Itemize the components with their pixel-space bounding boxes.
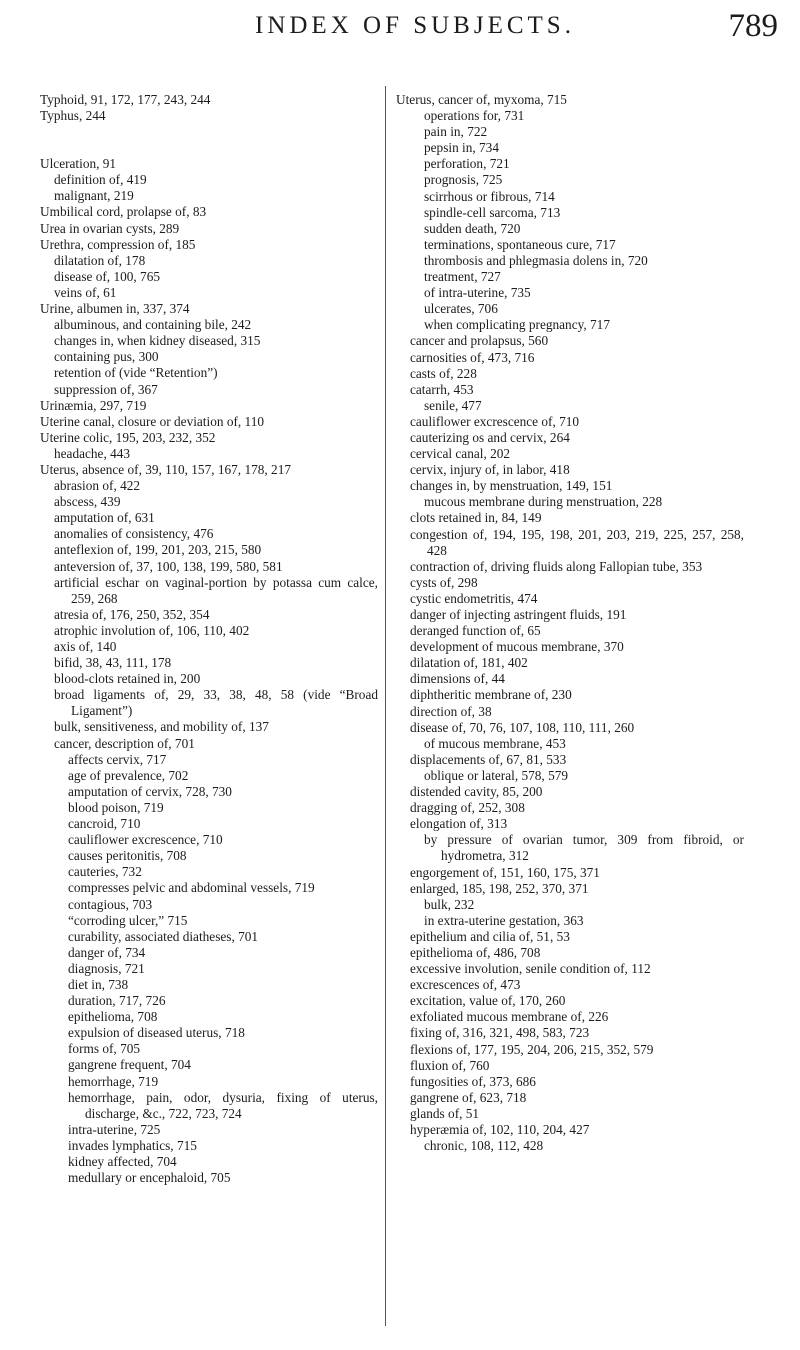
index-entry: diagnosis, 721 [68,960,145,976]
index-entry: senile, 477 [424,397,482,413]
index-entry: epithelium and cilia of, 51, 53 [410,928,570,944]
index-entry: clots retained in, 84, 149 [410,510,542,526]
index-entry: gangrene of, 623, 718 [410,1089,527,1105]
index-entry: kidney affected, 704 [68,1154,177,1169]
index-entry: bulk, sensitiveness, and mobility of, 137 [54,719,269,735]
section-gap [40,124,378,156]
index-entry: excrescences of, 473 [410,977,521,993]
index-entry: cancroid, 710 [68,816,141,832]
index-entry: dilatation of, 181, 402 [410,655,528,671]
index-entry: expulsion of diseased uterus, 718 [68,1025,245,1041]
index-entry: Urinæmia, 297, 719 [40,397,147,413]
index-entry: cauliflower excrescence of, 710 [410,413,580,429]
index-entry: hemorrhage, 719 [68,1073,159,1089]
index-entry: gangrene frequent, 704 [68,1057,191,1073]
index-entry: anteversion of, 37, 100, 138, 199, 580, 581 [54,558,283,574]
index-entry: cervical canal, 202 [410,446,511,462]
index-entry: glands of, 51 [410,1105,480,1121]
index-entry: treatment, 727 [424,269,501,285]
index-entry: Typhus, 244 [40,108,106,124]
index-entry: curability, associated diatheses, 701 [68,928,259,944]
index-entry: anteflexion of, 199, 201, 203, 215, 580 [54,542,262,558]
index-entry: hemorrhage, pain, odor, dysuria, fixing of uterus, discharge, &c., 722, 723, 724 [68,1089,378,1121]
index-entry: medullary or encephaloid, 705 [68,1170,231,1186]
index-entry: cysts of, 298 [410,574,478,590]
index-entry: thrombosis and phlegmasia dolens in, 720 [424,252,648,268]
index-entry: direction of, 38 [410,703,492,719]
index-entry: amputation of cervix, 728, 730 [68,783,232,799]
running-title: INDEX OF SUBJECTS. [255,12,575,39]
index-entry: scirrhous or fibrous, 714 [424,188,555,204]
column-divider [385,86,386,1326]
index-entry: disease of, 70, 76, 107, 108, 110, 111, 260 [410,719,635,735]
index-entry: epithelioma, 708 [68,1009,158,1025]
index-entry: excessive involution, senile condition of, 112 [410,961,651,977]
index-entry: age of prevalence, 702 [68,767,189,783]
index-entry: in extra-uterine gestation, 363 [424,912,584,928]
index-entry: causes peritonitis, 708 [68,848,187,864]
index-entry: definition of, 419 [54,172,147,188]
index-entry: headache, 443 [54,445,131,461]
index-entry: cystic endometritis, 474 [410,590,538,606]
index-column-left [40,92,378,1186]
index-entry: terminations, spontaneous cure, 717 [424,236,616,252]
index-entry: Urethra, compression of, 185 [40,236,196,252]
index-entry: abrasion of, 422 [54,478,141,494]
index-entry: broad ligaments of, 29, 33, 38, 48, 58 (vide “Broad Ligament”) [54,687,378,719]
index-entry: chronic, 108, 112, 428 [424,1138,544,1154]
index-entry: spindle-cell sarcoma, 713 [424,204,561,220]
index-entry: forms of, 705 [68,1041,141,1057]
index-column-right [396,92,744,1154]
index-entry: diphtheritic membrane of, 230 [410,687,572,703]
index-entry: fungosities of, 373, 686 [410,1073,536,1089]
index-entry: Uterine canal, closure or deviation of, 110 [40,413,264,429]
index-entry: dragging of, 252, 308 [410,800,525,816]
index-entry: prognosis, 725 [424,172,503,188]
index-entry: abscess, 439 [54,494,121,510]
index-entry: mucous membrane during menstruation, 228 [424,494,663,510]
index-entry: dilatation of, 178 [54,252,146,268]
index-entry: dimensions of, 44 [410,671,505,687]
index-entry: of mucous membrane, 453 [424,735,566,751]
index-entry: artificial eschar on vaginal-portion by potassa cum calce, 259, 268 [54,574,378,606]
index-entry: invades lymphatics, 715 [68,1137,197,1153]
index-entry: blood-clots retained in, 200 [54,671,201,687]
index-entry: fixing of, 316, 321, 498, 583, 723 [410,1025,590,1041]
index-entry: bulk, 232 [424,896,475,912]
index-entry: Umbilical cord, prolapse of, 83 [40,204,207,220]
index-entry: engorgement of, 151, 160, 175, 371 [410,864,600,880]
index-entry: catarrh, 453 [410,381,474,397]
index-entry: malignant, 219 [54,188,134,204]
index-entry: development of mucous membrane, 370 [410,639,624,655]
index-entry: of intra-uterine, 735 [424,285,531,301]
index-entry: containing pus, 300 [54,349,159,365]
index-entry: amputation of, 631 [54,510,155,526]
index-entry: deranged function of, 65 [410,623,541,639]
index-entry: compresses pelvic and abdominal vessels, 719 [68,880,315,896]
index-entry: axis of, 140 [54,639,117,654]
index-entry: flexions of, 177, 195, 204, 206, 215, 352, 579 [410,1041,654,1057]
index-entry: suppression of, 367 [54,381,158,397]
index-entry: Typhoid, 91, 172, 177, 243, 244 [40,92,211,107]
index-entry: Uterus, absence of, 39, 110, 157, 167, 178, 217 [40,461,291,477]
page-header [40,8,780,52]
index-entry: epithelioma of, 486, 708 [410,944,541,960]
page-number: 789 [728,8,778,44]
index-entry: carnosities of, 473, 716 [410,349,535,365]
index-entry: elongation of, 313 [410,816,508,832]
index-entry: pepsin in, 734 [424,140,499,156]
index-entry: distended cavity, 85, 200 [410,784,543,800]
index-entry: enlarged, 185, 198, 252, 370, 371 [410,880,589,896]
index-entry: cervix, injury of, in labor, 418 [410,462,570,478]
index-entry: Urine, albumen in, 337, 374 [40,301,190,317]
index-entry: sudden death, 720 [424,220,521,236]
index-entry: operations for, 731 [424,108,525,124]
index-entry: danger of injecting astringent fluids, 191 [410,607,627,622]
index-entry: disease of, 100, 765 [54,268,160,284]
index-entry: anomalies of consistency, 476 [54,526,214,542]
index-entry: changes in, when kidney diseased, 315 [54,333,261,349]
index-entry: by pressure of ovarian tumor, 309 from fibroid, or hydrometra, 312 [424,832,744,864]
index-entry: atrophic involution of, 106, 110, 402 [54,622,250,638]
index-entry: cancer, description of, 701 [54,735,195,751]
index-entry: bifid, 38, 43, 111, 178 [54,655,172,671]
index-entry: displacements of, 67, 81, 533 [410,751,567,767]
index-entry: intra-uterine, 725 [68,1121,161,1137]
index-entry: changes in, by menstruation, 149, 151 [410,478,613,494]
index-entry: Uterine colic, 195, 203, 232, 352 [40,429,216,445]
index-entry: contagious, 703 [68,896,153,912]
index-entry: cauterizing os and cervix, 264 [410,429,570,445]
index-entry: cauliflower excrescence, 710 [68,832,223,848]
index-entry: pain in, 722 [424,124,488,140]
index-entry: “corroding ulcer,” 715 [68,912,188,928]
index-entry: affects cervix, 717 [68,751,167,767]
index-entry: veins of, 61 [54,284,117,300]
index-entry: Ulceration, 91 [40,156,117,172]
index-entry: casts of, 228 [410,365,477,381]
index-entry: cancer and prolapsus, 560 [410,333,549,349]
index-entry: excitation, value of, 170, 260 [410,993,566,1009]
index-entry: Uterus, cancer of, myxoma, 715 [396,92,567,107]
index-entry: congestion of, 194, 195, 198, 201, 203, 219, 225, 257, 258, 428 [410,526,744,558]
index-entry: albuminous, and containing bile, 242 [54,317,252,333]
index-entry: ulcerates, 706 [424,301,498,317]
index-entry: perforation, 721 [424,156,510,172]
index-entry: fluxion of, 760 [410,1057,490,1073]
index-entry: hyperæmia of, 102, 110, 204, 427 [410,1122,590,1137]
index-entry: oblique or lateral, 578, 579 [424,767,569,783]
index-entry: diet in, 738 [68,976,129,992]
index-entry: blood poison, 719 [68,799,164,815]
index-entry: cauteries, 732 [68,864,142,880]
index-entry: danger of, 734 [68,944,146,960]
index-entry: contraction of, driving fluids along Fallopian tube, 353 [410,558,703,574]
index-entry: Urea in ovarian cysts, 289 [40,220,180,236]
index-entry: retention of (vide “Retention”) [54,365,218,381]
index-entry: exfoliated mucous membrane of, 226 [410,1009,609,1025]
index-entry: duration, 717, 726 [68,993,166,1009]
index-entry: when complicating pregnancy, 717 [424,317,610,333]
index-entry: atresia of, 176, 250, 352, 354 [54,606,210,622]
